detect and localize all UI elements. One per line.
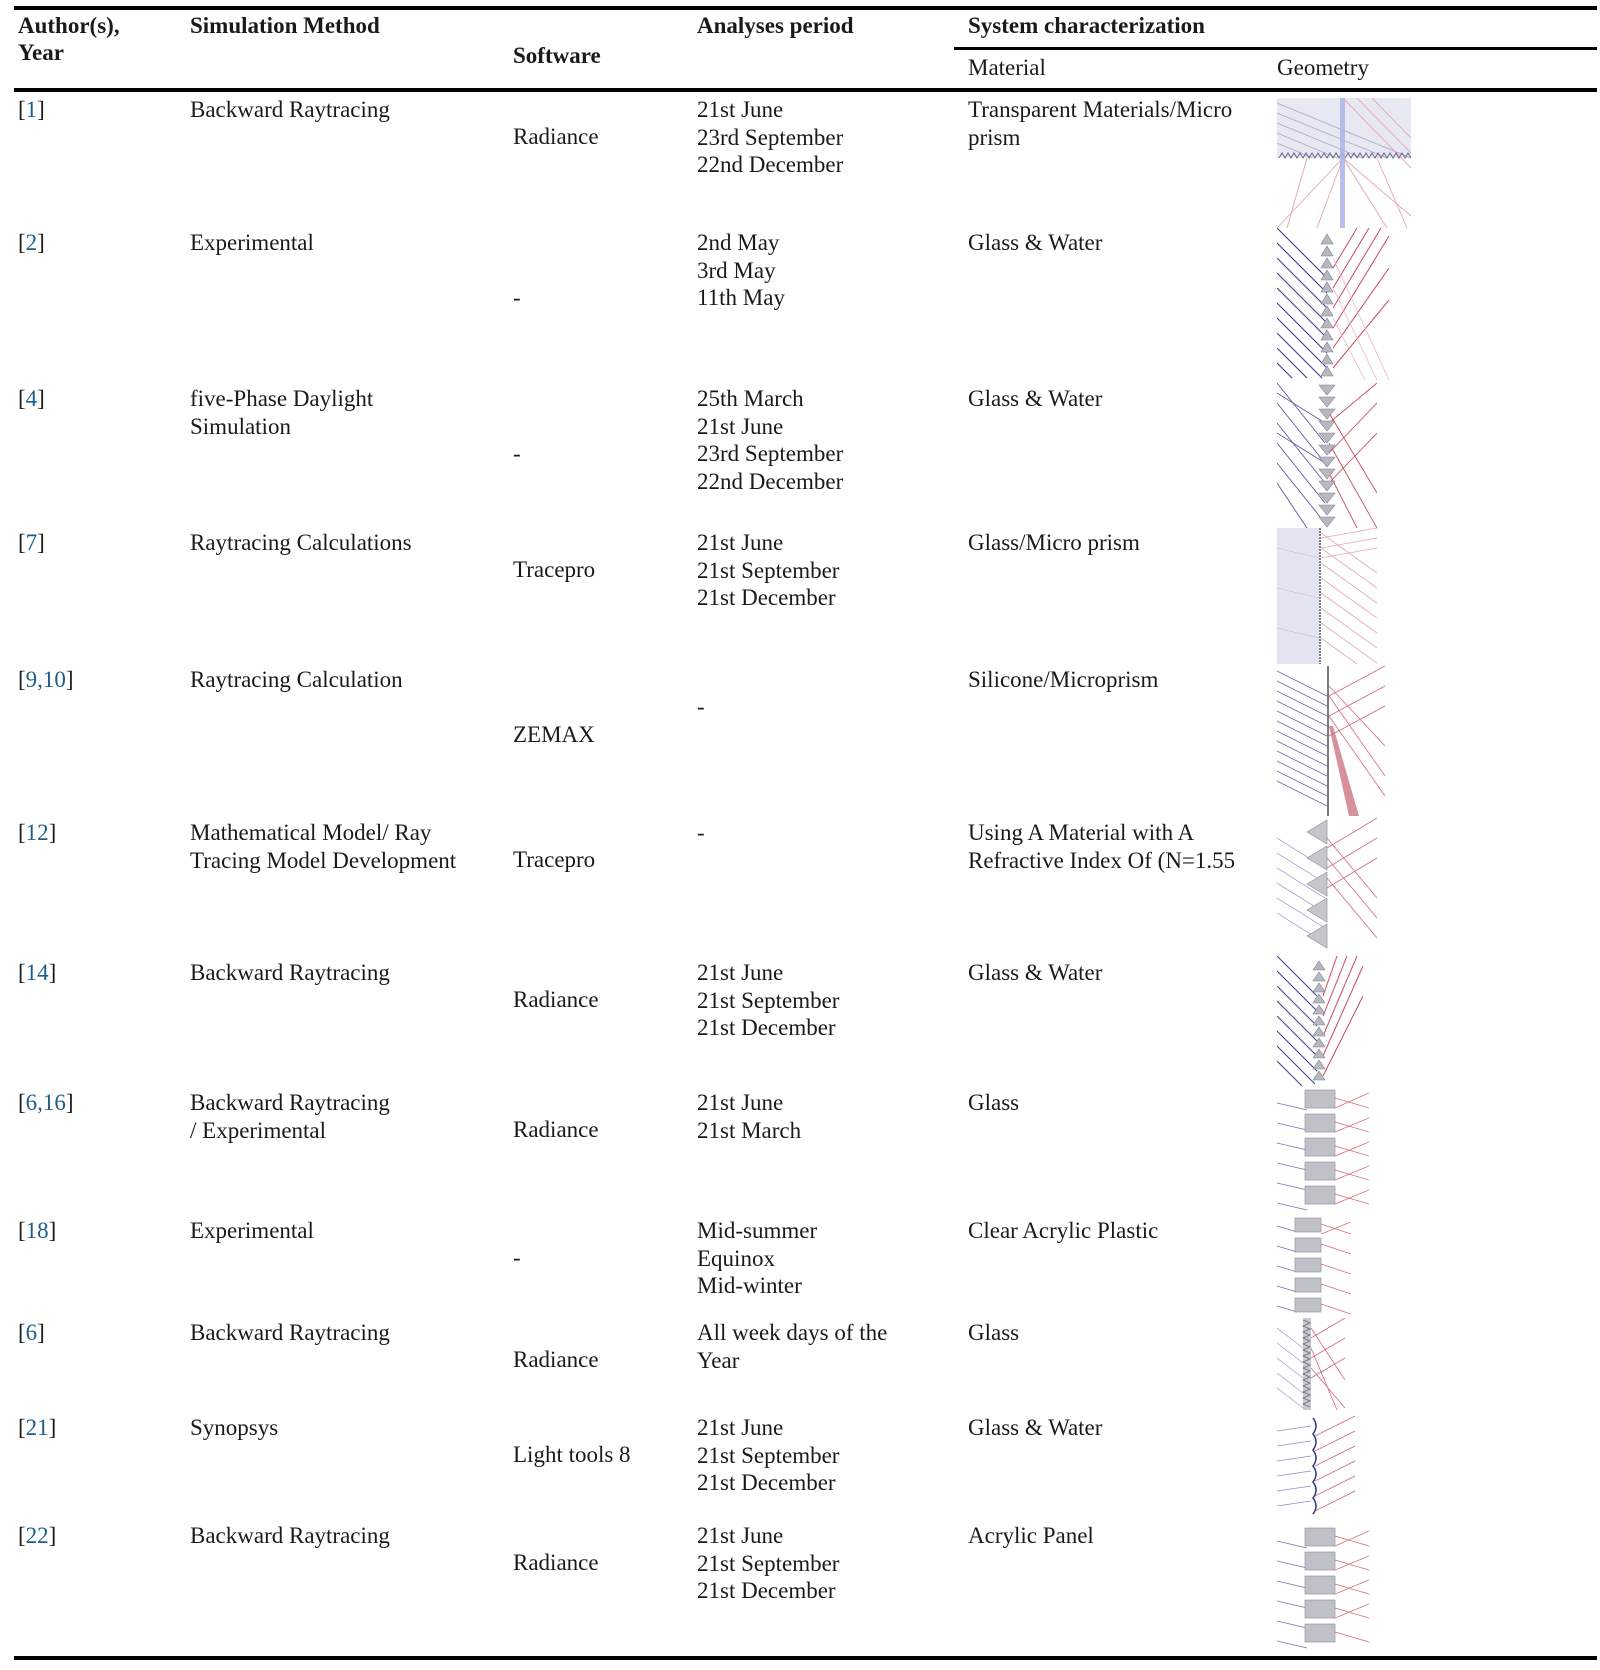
glass-block-raytrace-icon [1277, 1088, 1369, 1214]
method-cell: Experimental [190, 230, 314, 255]
software-cell: - [513, 1245, 521, 1270]
reference-cell[interactable]: [21] [18, 1415, 57, 1440]
material-cell: Transparent Materials/Micro prism [968, 97, 1233, 150]
software-cell: - [513, 441, 521, 466]
software-cell: Tracepro [513, 557, 596, 582]
method-cell: Raytracing Calculation [190, 667, 403, 692]
method-cell: Backward Raytracing [190, 1320, 390, 1345]
material-cell: Glass & Water [968, 1415, 1103, 1440]
reference-cell[interactable]: [12] [18, 820, 57, 845]
large-prism-raytrace-icon [1277, 818, 1377, 952]
material-cell: Silicone/Microprism [968, 667, 1159, 692]
period-cell: 25th March 21st June 23rd September 22nd December [697, 386, 844, 494]
header-geometry: Geometry [1277, 55, 1369, 80]
reference-cell[interactable]: [6,16] [18, 1090, 74, 1115]
header-material: Material [968, 55, 1046, 80]
serrated-panel-raytrace-icon [1277, 1318, 1345, 1410]
software-cell: Radiance [513, 1347, 599, 1372]
software-cell: Radiance [513, 1117, 599, 1142]
header-system: System characterization [968, 13, 1205, 38]
period-cell: 21st June 21st September 21st December [697, 960, 840, 1040]
period-cell: 21st June 21st September 21st December [697, 530, 840, 610]
software-cell: Tracepro [513, 847, 596, 872]
material-cell: Glass/Micro prism [968, 530, 1140, 555]
material-cell: Glass & Water [968, 386, 1103, 411]
glass-block-raytrace-icon [1277, 1526, 1369, 1650]
method-cell: Synopsys [190, 1415, 279, 1440]
period-cell: 21st June 21st September 21st December [697, 1523, 840, 1603]
material-cell: Glass [968, 1090, 1020, 1115]
prism-stack-raytrace-icon [1277, 383, 1377, 528]
method-cell: five-Phase Daylight Simulation [190, 386, 374, 439]
microprism-panel-raytrace-icon [1277, 528, 1377, 664]
reference-cell[interactable]: [2] [18, 230, 45, 255]
material-cell: Acrylic Panel [968, 1523, 1094, 1548]
table-bottom-rule [14, 1656, 1597, 1660]
reference-cell[interactable]: [1] [18, 97, 45, 122]
reference-cell[interactable]: [7] [18, 530, 45, 555]
material-cell: Glass [968, 1320, 1020, 1345]
method-cell: Backward Raytracing [190, 97, 390, 122]
software-cell: Light tools 8 [513, 1442, 631, 1467]
reference-cell[interactable]: [6] [18, 1320, 45, 1345]
table-top-rule [14, 6, 1597, 10]
period-cell: All week days of the Year [697, 1320, 888, 1373]
header-author: Author(s), Year [18, 13, 120, 65]
header-period: Analyses period [697, 13, 854, 38]
reference-cell[interactable]: [22] [18, 1523, 57, 1548]
prism-stack-raytrace-icon [1277, 956, 1363, 1086]
method-cell: Experimental [190, 1218, 314, 1243]
prism-stack-raytrace-icon [1277, 228, 1389, 380]
curved-panel-raytrace-icon [1277, 1416, 1355, 1516]
software-cell: ZEMAX [513, 722, 595, 747]
system-group-rule [954, 47, 1597, 50]
header-bottom-rule [14, 88, 1597, 92]
software-cell: - [513, 285, 521, 310]
reference-cell[interactable]: [9,10] [18, 667, 74, 692]
header-software: Software [513, 43, 601, 68]
reference-cell[interactable]: [18] [18, 1218, 57, 1243]
method-cell: Backward Raytracing / Experimental [190, 1090, 390, 1143]
software-cell: Radiance [513, 1550, 599, 1575]
material-cell: Clear Acrylic Plastic [968, 1218, 1159, 1243]
period-cell: 21st June 23rd September 22nd December [697, 97, 844, 177]
period-cell: 21st June 21st March [697, 1090, 802, 1143]
period-cell: Mid-summer Equinox Mid-winter [697, 1218, 818, 1298]
material-cell: Glass & Water [968, 960, 1103, 985]
period-cell: - [697, 820, 705, 845]
material-cell: Using A Material with A Refractive Index Of (N=1.55 [968, 820, 1236, 873]
method-cell: Backward Raytracing [190, 960, 390, 985]
method-cell: Mathematical Model/ Ray Tracing Model Development [190, 820, 457, 873]
microprism-panel-raytrace-icon [1277, 666, 1385, 816]
software-cell: Radiance [513, 987, 599, 1012]
method-cell: Raytracing Calculations [190, 530, 412, 555]
period-cell: 21st June 21st September 21st December [697, 1415, 840, 1495]
method-cell: Backward Raytracing [190, 1523, 390, 1548]
reference-cell[interactable]: [14] [18, 960, 57, 985]
microprism-raytrace-icon [1277, 98, 1411, 228]
header-method: Simulation Method [190, 13, 380, 38]
period-cell: - [697, 694, 705, 719]
period-cell: 2nd May 3rd May 11th May [697, 230, 785, 310]
reference-cell[interactable]: [4] [18, 386, 45, 411]
material-cell: Glass & Water [968, 230, 1103, 255]
software-cell: Radiance [513, 124, 599, 149]
glass-block-raytrace-icon [1277, 1216, 1351, 1316]
